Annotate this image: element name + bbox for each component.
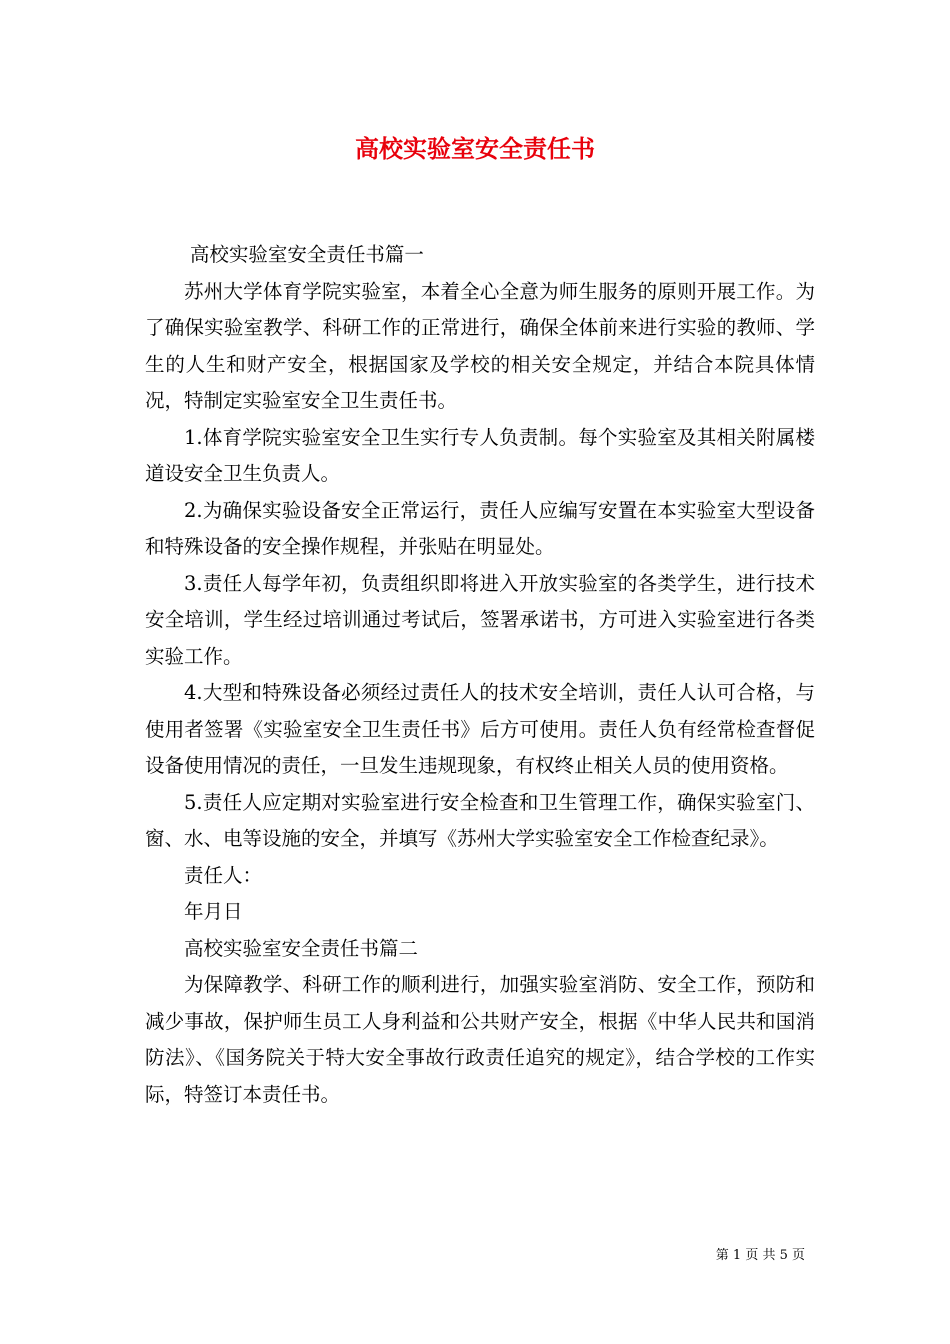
clause-4: 4.大型和特殊设备必须经过责任人的技术安全培训，责任人认可合格，与使用者签署《实验室安全卫生责任书》后方可使用。责任人负有经常检查督促设备使用情况的责任，一旦发生违规现象，有权终止相关人员的使用资格。: [145, 681, 815, 777]
page-title: 高校实验室安全责任书: [355, 134, 595, 163]
signature-label: 责任人：: [184, 863, 263, 887]
clause-3: 3.责任人每学年初，负责组织即将进入开放实验室的各类学生，进行技术安全培训，学生经过培训通过考试后，签署承诺书，方可进入实验室进行各类实验工作。: [145, 571, 815, 668]
page-number: 第 1 页 共 5 页: [715, 1248, 805, 1263]
document-body: [145, 237, 815, 1113]
clause-1: 1.体育学院实验室安全卫生实行专人负责制。每个实验室及其相关附属楼道设安全卫生负责人。: [145, 425, 815, 485]
section-2-intro-paragraph: 为保障教学、科研工作的顺利进行，加强实验室消防、安全工作，预防和减少事故，保护师生员工人身利益和公共财产安全，根据《中华人民共和国消防法》、《国务院关于特大安全事故行政责任追究的规定》，结合学校的工作实际，特签订本责任书。: [145, 973, 815, 1106]
clause-5: 5.责任人应定期对实验室进行安全检查和卫生管理工作，确保实验室门、窗、水、电等设施的安全，并填写《苏州大学实验室安全工作检查纪录》。: [145, 790, 815, 850]
intro-paragraph: 苏州大学体育学院实验室，本着全心全意为师生服务的原则开展工作。为了确保实验室教学、科研工作的正常进行，确保全体前来进行实验的教师、学生的人生和财产安全，根据国家及学校的相关安全规定，并结合本院具体情况，特制定实验室安全卫生责任书。: [145, 279, 815, 412]
section-heading-1: 高校实验室安全责任书篇一: [189, 243, 424, 266]
date-label: 年月日: [184, 900, 243, 923]
section-heading-2: 高校实验室安全责任书篇二: [184, 936, 419, 960]
clause-2: 2.为确保实验设备安全正常运行，责任人应编写安置在本实验室大型设备和特殊设备的安全操作规程，并张贴在明显处。: [145, 498, 815, 558]
